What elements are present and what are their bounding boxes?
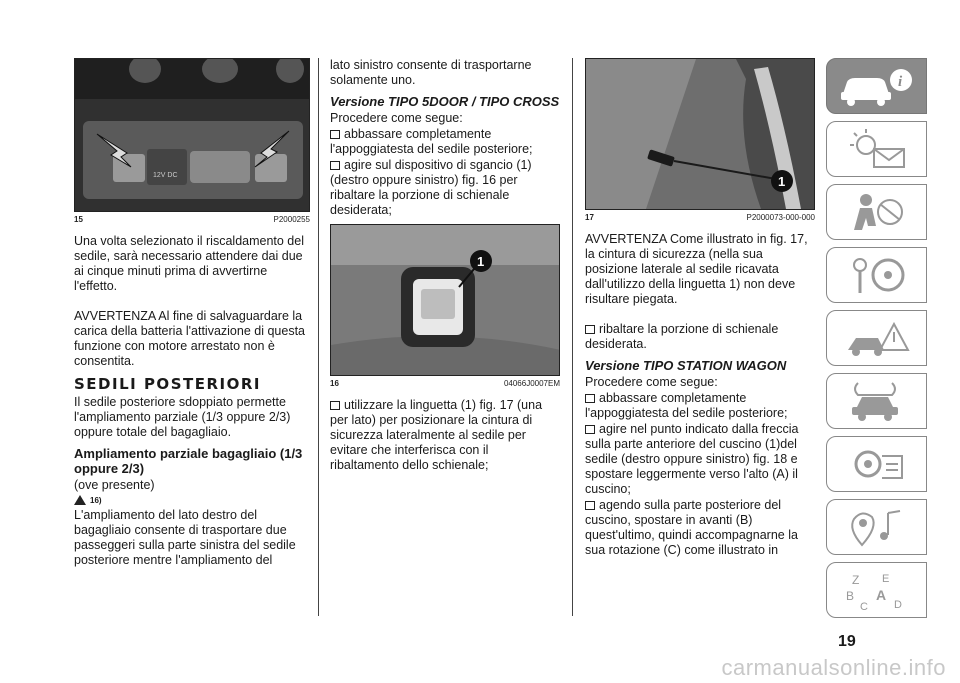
checkbox-bullet-icon — [330, 161, 340, 170]
warning-reference-number: 16) — [90, 495, 102, 505]
column-divider — [572, 58, 573, 616]
list-item — [585, 322, 815, 352]
tab-emergency[interactable] — [826, 310, 927, 366]
list-item-text: utilizzare la linguetta (1) fig. 17 (una per lato) per posizionare la cintura di sicurezza lateralmente al sedile per evitare che interferisca con il ribaltamento dello schienale; — [330, 398, 543, 472]
list-item-text: agire sul dispositivo di sgancio (1) (destro oppure sinistro) fig. 16 per ribaltare la porzione di schienale desiderata; — [330, 158, 532, 217]
warning-triangle-icon — [842, 316, 912, 360]
list-item — [330, 158, 560, 218]
svg-text:i: i — [897, 74, 902, 90]
subsection-heading: Versione TIPO STATION WAGON — [585, 358, 787, 373]
tab-starting-driving[interactable] — [826, 247, 927, 303]
figure-17-caption — [585, 213, 815, 222]
checkbox-bullet-icon — [585, 425, 595, 434]
map-music-icon — [842, 505, 912, 549]
figure-17-illustration — [586, 59, 815, 209]
paragraph: AVVERTENZA Come illustrato in fig. 17, la cintura di sicurezza (nella sua posizione laterale al sedile ricavata dall'utilizzo della linguetta 1) non deve risultare piegata. — [585, 232, 808, 306]
footer-watermark — [0, 655, 960, 683]
tab-index[interactable] — [826, 562, 927, 618]
fig15-switch-label: 12V DC — [153, 172, 178, 179]
svg-text:A: A — [875, 587, 886, 603]
paragraph: Il sedile posteriore sdoppiato permette l'ampliamento parziale (1/3 oppure 2/3) oppure totale del bagagliaio. — [74, 395, 291, 439]
column-divider — [318, 58, 319, 616]
checkbox-bullet-icon — [330, 130, 340, 139]
section-heading: SEDILI POSTERIORI — [74, 375, 261, 393]
tab-safety[interactable] — [826, 184, 927, 240]
page-number: 19 — [838, 633, 856, 650]
figure-16-release-lever — [330, 224, 560, 376]
list-item-text: abbassare completamente l'appoggiatesta del sedile posteriore; — [330, 127, 533, 156]
subsection-heading: Versione TIPO 5DOOR / TIPO CROSS — [330, 94, 560, 109]
paragraph: lato sinistro consente di trasportarne solamente uno. — [330, 58, 532, 87]
figure-16-code: 04066J0007EM — [503, 379, 560, 388]
svg-text:Z: Z — [851, 573, 859, 587]
figure-17-code: P2000073-000-000 — [746, 213, 815, 222]
fig17-callout: 1 — [778, 174, 786, 189]
svg-text:C: C — [859, 601, 868, 612]
figure-16-number: 16 — [330, 379, 339, 388]
column-left — [74, 58, 310, 574]
figure-17-seatbelt-tab — [585, 58, 815, 210]
svg-text:B: B — [845, 589, 854, 603]
chapter-tabs — [826, 58, 929, 625]
figure-15-number: 15 — [74, 215, 83, 224]
list-item — [330, 127, 560, 157]
column-middle — [330, 58, 560, 479]
list-item — [585, 422, 815, 497]
list-item — [585, 498, 815, 558]
airbag-person-icon — [842, 190, 912, 234]
figure-15-code: P2000255 — [273, 215, 310, 224]
paragraph: AVVERTENZA Al fine di salvaguardare la carica della batteria l'attivazione di questa funzione con motore arrestato non è consentita. — [74, 309, 305, 368]
tools-car-icon — [842, 379, 912, 423]
warning-triangle-icon — [74, 495, 86, 505]
list-item-text: abbassare completamente l'appoggiatesta del sedile posteriore; — [585, 391, 788, 420]
list-item-text: agire nel punto indicato dalla freccia sulla parte anteriore del cuscino (1)del sedile (destro oppure sinistro) fig. 18 e spostare leggermente verso l'alto (A) il cuscino; — [585, 422, 799, 496]
tab-technical-data[interactable] — [826, 436, 927, 492]
paragraph: L'ampliamento del lato destro del bagagliaio consente di trasportare due passeggeri sulla parte sinistra del sedile posteriore mentre l'ampliamento del — [74, 508, 296, 567]
watermark-text: carmanualsonline.info — [721, 655, 946, 680]
figure-15-caption — [74, 215, 310, 224]
checkbox-bullet-icon — [585, 325, 595, 334]
checkbox-bullet-icon — [585, 501, 595, 510]
key-steering-icon — [842, 253, 912, 297]
svg-text:D: D — [893, 599, 902, 611]
alphabet-index-icon — [842, 568, 912, 612]
list-item — [585, 391, 815, 421]
figure-15-illustration — [75, 59, 310, 211]
tab-dashboard[interactable] — [826, 121, 927, 177]
subsection-heading: Ampliamento parziale bagagliaio (1/3 oppure 2/3) — [74, 446, 303, 476]
figure-15-heated-seat-buttons — [74, 58, 310, 212]
car-info-icon — [837, 64, 917, 108]
tab-multimedia[interactable] — [826, 499, 927, 555]
service-gear-icon — [842, 442, 912, 486]
list-item — [330, 398, 560, 473]
fig16-callout: 1 — [477, 254, 485, 269]
figure-16-caption — [330, 379, 560, 388]
svg-text:E: E — [881, 573, 889, 585]
paragraph: Procedere come segue: — [330, 111, 463, 125]
paragraph: Una volta selezionato il riscaldamento del sedile, sarà necessario attendere dai due ai cinque minuti prima di avvertirne l'effetto. — [74, 234, 304, 293]
checkbox-bullet-icon — [330, 401, 340, 410]
figure-16-illustration — [331, 225, 560, 375]
tab-knowing-the-car[interactable] — [826, 58, 927, 114]
column-right — [585, 58, 815, 564]
list-item-text: agendo sulla parte posteriore del cuscino, spostare in avanti (B) quest'ultimo, quindi accompagnarne la sua rotazione (C) come illustrato in — [585, 498, 798, 557]
paragraph: Procedere come segue: — [585, 375, 718, 389]
checkbox-bullet-icon — [585, 394, 595, 403]
figure-17-number: 17 — [585, 213, 594, 222]
subsection-note: (ove presente) — [74, 478, 155, 492]
list-item-text: ribaltare la porzione di schienale desiderata. — [585, 322, 779, 351]
warning-reference — [74, 495, 310, 505]
tab-maintenance[interactable] — [826, 373, 927, 429]
sun-envelope-icon — [842, 127, 912, 171]
